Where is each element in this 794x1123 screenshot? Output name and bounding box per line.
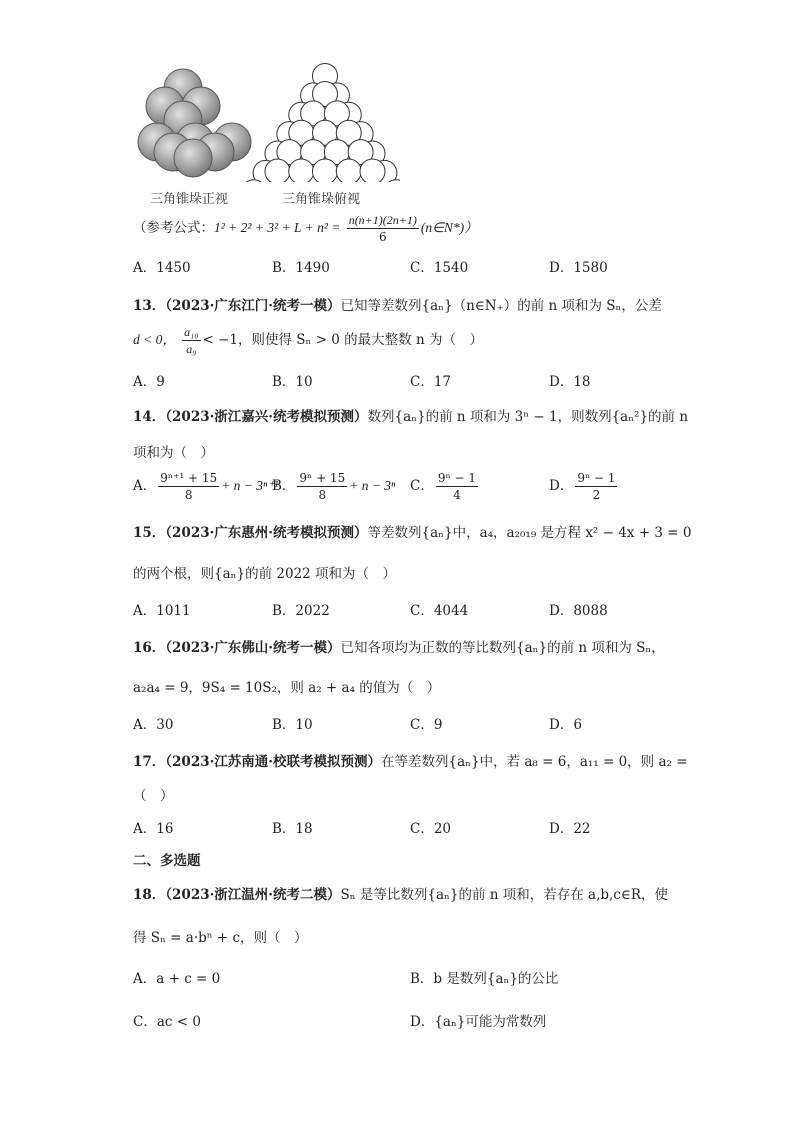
ball-front-9 (174, 139, 212, 177)
q14-heading: 14．（2023·浙江嘉兴·统考模拟预测） (133, 409, 368, 425)
q13-option-b[interactable]: B．10 (272, 374, 313, 390)
q16-option-b[interactable]: B．10 (272, 717, 313, 733)
q14-option-d-numerator: 9ⁿ − 1 (577, 471, 616, 485)
q13-text-2a: d < 0， (133, 332, 176, 347)
q15-option-d[interactable]: D．8088 (549, 603, 608, 619)
q15-text-2: 的两个根，则{aₙ}的前 2022 项和为（ ） (133, 566, 397, 582)
q12-option-d[interactable]: D．1580 (549, 260, 608, 276)
caption-top-view: 三角锥垛俯视 (282, 192, 361, 207)
q17-line1 (133, 750, 688, 770)
q14-option-c-denominator: 4 (453, 488, 461, 502)
q16-option-a[interactable]: A．30 (133, 717, 174, 733)
q18-option-d[interactable]: D．{aₙ}可能为常数列 (410, 1014, 547, 1030)
pyramid-figure (130, 62, 400, 182)
formula-fraction (347, 212, 419, 245)
q14-option-b-numerator: 9ⁿ + 15 (299, 471, 346, 485)
q14-option-b-fraction (297, 470, 347, 503)
q12-option-a[interactable]: A．1450 (133, 260, 191, 276)
ball-top-inner-4-2 (313, 159, 338, 182)
q15-option-a[interactable]: A．1011 (133, 603, 191, 619)
q16-heading: 16．（2023·广东佛山·统考一模） (133, 640, 341, 656)
front-view-balls (138, 69, 251, 177)
formula-lhs: 1² + 2² + 3² + L + n² = (214, 220, 341, 235)
q13-option-c[interactable]: C．17 (410, 374, 452, 390)
top-view-balls (241, 64, 400, 183)
q17-option-b[interactable]: B．18 (272, 821, 313, 837)
q14-option-d[interactable] (549, 470, 619, 503)
q17-heading: 17．（2023·江苏南通·校联考模拟预测） (133, 754, 382, 770)
q14-option-b-denominator: 8 (318, 488, 327, 502)
q18-text-1: Sₙ 是等比数列{aₙ}的前 n 项和，若存在 a,b,c∈R，使 (340, 887, 669, 903)
q14-option-b-label: B． (272, 478, 296, 494)
q16-text-1: 已知各项均为正数的等比数列{aₙ}的前 n 项和为 Sₙ， (340, 640, 665, 656)
q18-option-c[interactable]: C．ac < 0 (133, 1014, 201, 1030)
formula-numerator: n(n+1)(2n+1) (348, 213, 417, 227)
q14-option-a[interactable] (133, 470, 278, 503)
reference-formula (133, 212, 478, 245)
ball-top-inner-4-4 (360, 159, 385, 182)
q14-option-d-label: D． (549, 478, 574, 494)
q12-option-b[interactable]: B．1490 (272, 260, 330, 276)
q14-option-a-denominator: 8 (184, 488, 193, 502)
q17-text-1: 在等差数列{aₙ}中，若 a₈ = 6，a₁₁ = 0，则 a₂ = (381, 754, 688, 770)
q14-option-a-label: A． (133, 478, 157, 494)
q13-line1 (133, 294, 662, 314)
q14-option-c[interactable] (410, 470, 480, 503)
q15-line1 (133, 521, 691, 541)
caption-front-view: 三角锥垛正视 (150, 192, 229, 207)
q17-option-c[interactable]: C．20 (410, 821, 452, 837)
q14-option-a-tail: + n − 3ⁿ⁺¹ (221, 478, 279, 493)
q16-option-d[interactable]: D．6 (549, 717, 582, 733)
formula-suffix: (n∈N*)） (420, 220, 478, 235)
q14-option-b[interactable] (272, 470, 395, 503)
q14-option-b-tail: + n − 3ⁿ (349, 478, 396, 493)
q13-fraction (182, 324, 200, 357)
q16-text-2: a₂a₄ = 9，9S₄ = 10S₂，则 a₂ + a₄ 的值为（ ） (133, 680, 441, 696)
ball-top-inner-4-1 (289, 159, 314, 182)
q14-text-1: 数列{aₙ}的前 n 项和为 3ⁿ − 1，则数列{aₙ²}的前 n (367, 409, 689, 425)
q13-option-d[interactable]: D．18 (549, 374, 591, 390)
q18-line1 (133, 883, 668, 903)
q17-option-a[interactable]: A．16 (133, 821, 174, 837)
ball-top-inner-4-3 (336, 159, 361, 182)
q16-option-c[interactable]: C．9 (410, 717, 443, 733)
q14-option-a-fraction (158, 470, 219, 503)
q14-option-d-denominator: 2 (592, 488, 601, 502)
q15-option-c[interactable]: C．4044 (410, 603, 469, 619)
q16-line1 (133, 636, 665, 656)
q17-option-d[interactable]: D．22 (549, 821, 591, 837)
q14-line1 (133, 405, 688, 425)
formula-denominator: 6 (378, 230, 387, 244)
q13-numerator: a₁₀ (184, 325, 199, 339)
pyramid-stack-illustration (130, 62, 400, 182)
ball-top-inner-4-0 (265, 159, 290, 182)
q13-text-1: 已知等差数列{aₙ}（n∈N₊）的前 n 项和为 Sₙ，公差 (340, 298, 662, 314)
formula-prefix: （参考公式： (133, 220, 214, 236)
q13-denominator: a₉ (186, 342, 197, 356)
q13-text-2b: < −1，则使得 Sₙ > 0 的最大整数 n 为（ ） (202, 332, 483, 348)
q14-option-d-fraction (575, 470, 617, 503)
q13-line2 (133, 324, 483, 357)
section-title-multi-choice: 二、多选题 (133, 853, 201, 869)
q13-option-a[interactable]: A．9 (133, 374, 165, 390)
q13-heading: 13．（2023·广东江门·统考一模） (133, 298, 341, 314)
q18-heading: 18．（2023·浙江温州·统考二模） (133, 887, 341, 903)
q18-text-2: 得 Sₙ = a·bⁿ + c，则（ ） (133, 930, 308, 946)
q18-option-a[interactable]: A．a + c = 0 (133, 971, 221, 987)
q14-text-2: 项和为（ ） (133, 445, 214, 461)
q18-option-b[interactable]: B．b 是数列{aₙ}的公比 (410, 971, 559, 987)
q15-text-1: 等差数列{aₙ}中，a₄，a₂₀₁₉ 是方程 x² − 4x + 3 = 0 (367, 525, 692, 541)
q17-text-2: （ ） (133, 788, 174, 804)
q15-heading: 15．（2023·广东惠州·统考模拟预测） (133, 525, 368, 541)
q14-option-c-numerator: 9ⁿ − 1 (437, 471, 476, 485)
q14-option-c-fraction (436, 470, 478, 503)
q14-option-c-label: C． (410, 478, 434, 494)
q12-option-c[interactable]: C．1540 (410, 260, 469, 276)
q14-option-a-numerator: 9ⁿ⁺¹ + 15 (160, 471, 218, 485)
q15-option-b[interactable]: B．2022 (272, 603, 330, 619)
